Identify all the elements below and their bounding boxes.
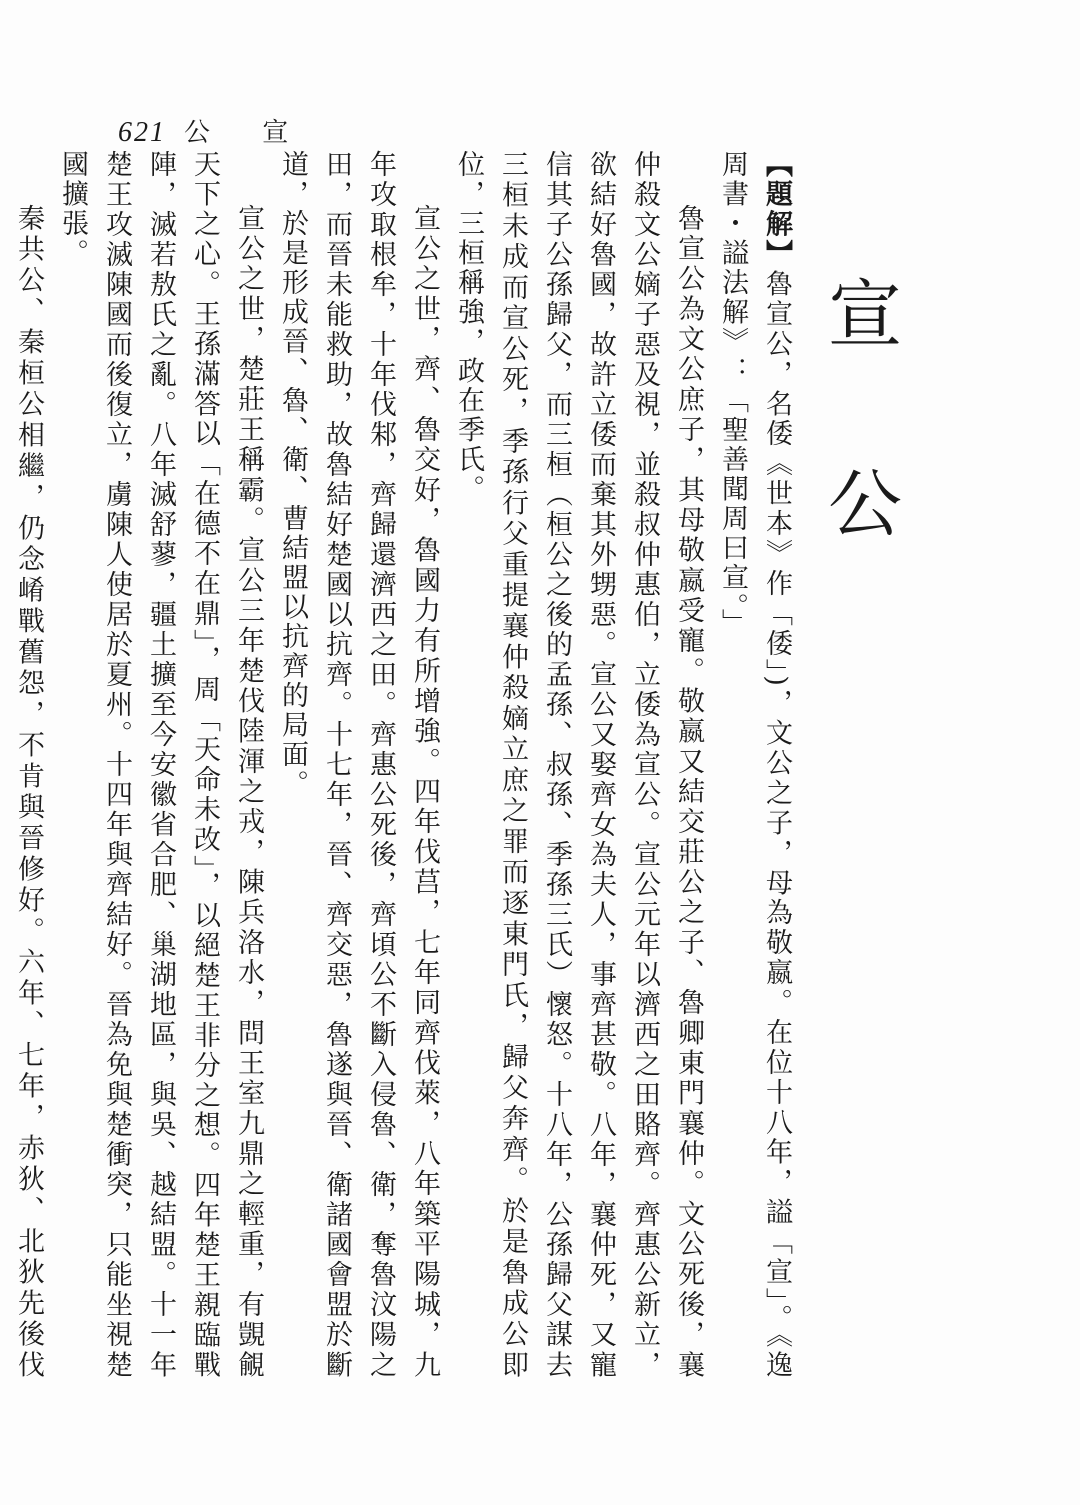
chapter-title: 宣 公 xyxy=(816,275,902,585)
paragraph: 秦共公、秦桓公相繼，仍念崤戰舊怨，不肯與晉修好。六年、七年，赤狄、北狄先後伐 xyxy=(13,204,44,1380)
body-text xyxy=(13,150,798,1380)
tijie-text: 魯宣公，名倭《世本》作「倭」)，文公之子，母為敬嬴。在位十八年，謚「宣」。《逸周書・謚法解》：「聖善聞周曰宣。」 xyxy=(717,150,792,1380)
page-number: 621 xyxy=(118,117,166,148)
paragraph: 宣公之世，楚莊王稱霸。宣公三年楚伐陸渾之戎，陳兵洛水，問王室九鼎之輕重，有覬覦天下之心。王孫滿答以「在德不在鼎」，周「天命未改」，以絕楚王非分之想。四年楚王親臨戰陣，滅若敖氏之亂。八年滅舒蓼，疆土擴至今安徽省合肥、巢湖地區，與吳、越結盟。十一年楚王攻滅陳國而後復立，虜陳人使居於夏州。十四年與齊結好。晉為免與楚衝突，只能坐視楚國擴張。 xyxy=(57,150,264,1380)
tijie-label: 【題解】 xyxy=(761,150,792,270)
paragraph-tijie xyxy=(710,150,798,1380)
running-head: 公 宣 xyxy=(184,118,311,148)
paragraph: 魯宣公為文公庶子，其母敬嬴受寵。敬嬴又結交莊公之子、魯卿東門襄仲。文公死後，襄仲殺文公嫡子惡及視，並殺叔仲惠伯，立倭為宣公。宣公元年以濟西之田賂齊。齊惠公新立，欲結好魯國，故許立倭而棄其外甥惡。宣公又娶齊女為夫人，事齊甚敬。八年，襄仲死，又寵信其子公孫歸父，而三桓（桓公之後的孟孫、叔孫、季孫三氏）懷怒。十八年，公孫歸父謀去三桓未成而宣公死，季孫行父重提襄仲殺嫡立庶之罪而逐東門氏，歸父奔齊。於是魯成公即位，三桓稱強，政在季氏。 xyxy=(453,150,704,1380)
paragraph: 宣公之世，齊、魯交好，魯國力有所增強。四年伐莒，七年同齊伐萊，八年築平陽城，九年攻取根牟，十年伐邾，齊歸還濟西之田。齊惠公死後，齊頃公不斷入侵魯、衛，奪魯汶陽之田，而晉未能救助，故魯結好楚國以抗齊。十七年，晉、齊交惡，魯遂與晉、衛諸國會盟於斷道，於是形成晉、魯、衛、曹結盟以抗齊的局面。 xyxy=(277,150,440,1380)
page-header xyxy=(118,112,310,149)
